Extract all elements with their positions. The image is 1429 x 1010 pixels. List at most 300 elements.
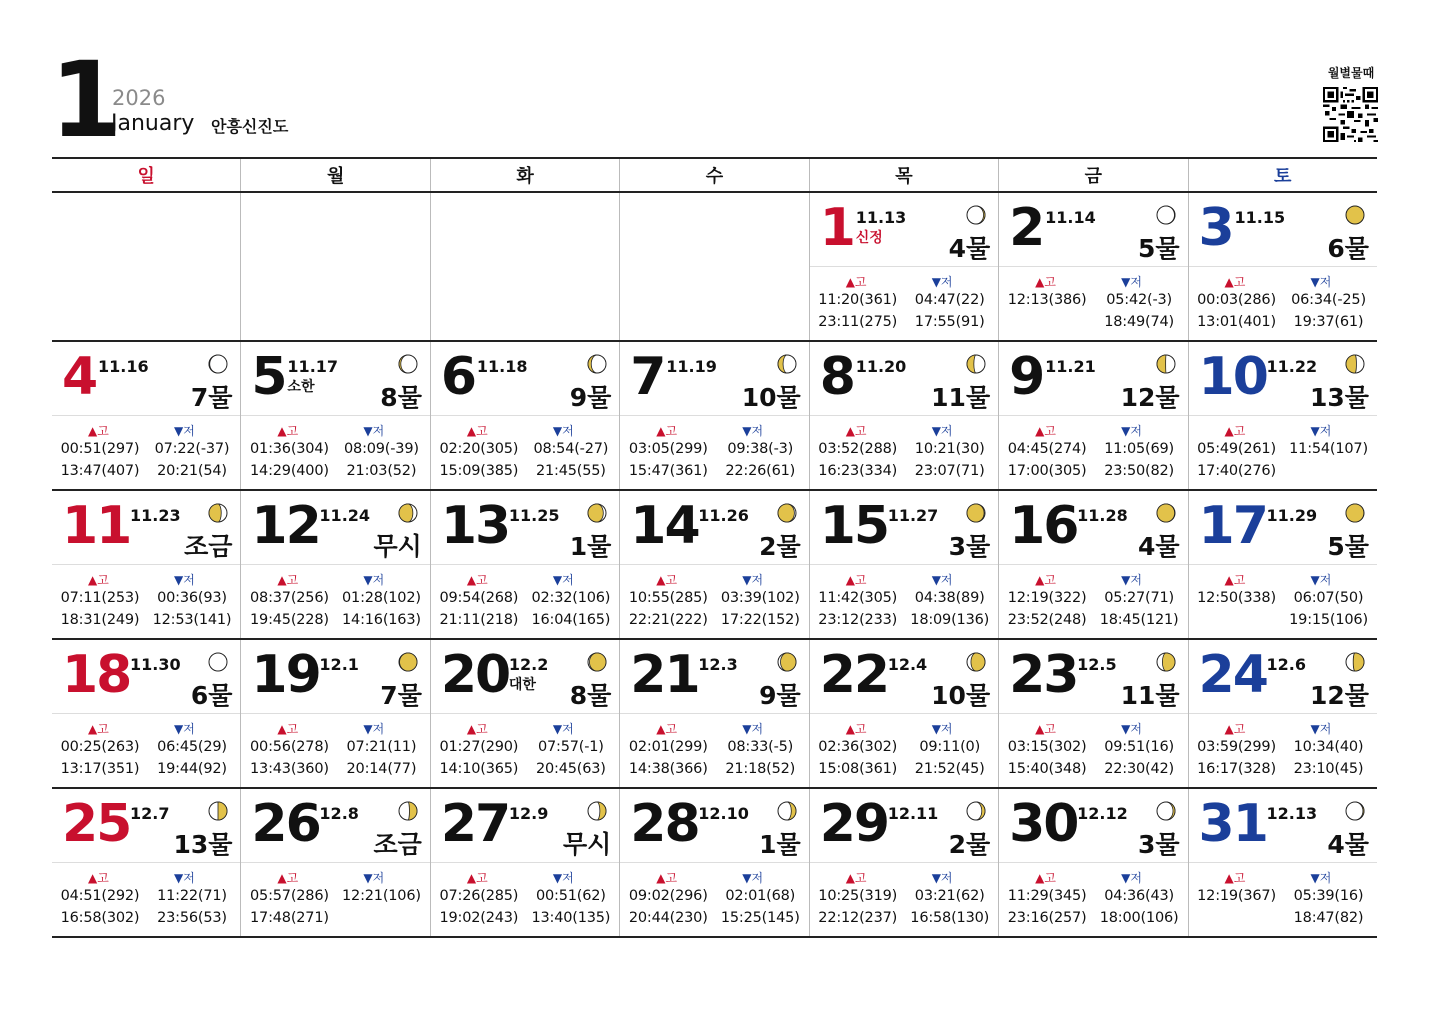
tide-day-label: 13물: [1310, 383, 1369, 412]
week-row: [52, 342, 1377, 491]
day-cell[interactable]: [1188, 342, 1377, 489]
day-number: 19: [251, 645, 320, 705]
moon-phase-icon: [966, 801, 986, 821]
low-tide-time: 00:36(93): [157, 590, 227, 606]
high-tide-label: ▲고: [466, 573, 488, 587]
high-tide-time: 14:38(366): [628, 761, 708, 777]
low-tide-time: 02:01(68): [725, 888, 796, 904]
high-tide-label: ▲고: [1035, 573, 1056, 587]
tide-day-label: 1물: [569, 532, 612, 561]
day-cell[interactable]: [619, 342, 808, 489]
high-tide-time: 22:21(222): [628, 612, 708, 628]
day-cell[interactable]: [809, 342, 998, 489]
lunar-date: 11.26: [698, 506, 749, 525]
low-tide-time: 21:18(52): [725, 761, 796, 777]
tide-day-label: 무시: [373, 532, 422, 561]
day-number: 3: [1198, 198, 1233, 258]
month-name: January: [111, 111, 195, 136]
low-tide-time: 05:27(71): [1104, 590, 1174, 606]
moon-phase-icon: [777, 652, 797, 672]
tide-day-label: 8물: [380, 383, 422, 412]
calendar-grid: [52, 157, 1377, 938]
tide-day-label: 12물: [1120, 383, 1180, 412]
lunar-date: 12.3: [698, 655, 738, 674]
low-tide-label: ▼저: [931, 871, 953, 885]
low-tide-time: 19:15(106): [1289, 612, 1368, 628]
moon-phase-icon: [777, 801, 797, 821]
lunar-date: 11.18: [476, 357, 528, 376]
low-tide-time: 20:45(63): [535, 761, 606, 777]
high-tide-time: 15:40(348): [1007, 761, 1087, 777]
lunar-date: 12.10: [698, 804, 749, 823]
low-tide-label: ▼저: [931, 424, 953, 438]
low-tide-time: 13:40(135): [531, 910, 611, 926]
tide-day-label: 1물: [759, 830, 801, 859]
high-tide-time: 15:08(361): [818, 761, 898, 777]
day-number: 22: [819, 645, 889, 705]
lunar-date: 11.24: [319, 506, 371, 525]
low-tide-time: 09:11(0): [919, 739, 981, 755]
moon-phase-icon: [208, 354, 228, 374]
empty-cell: [240, 193, 429, 340]
tide-day-label: 8물: [569, 681, 612, 710]
low-tide-time: 09:38(-3): [727, 441, 794, 457]
high-tide-time: 13:43(360): [250, 761, 329, 777]
tide-day-label: 6물: [190, 681, 233, 710]
low-tide-time: 06:34(-25): [1291, 292, 1366, 308]
high-tide-time: 02:20(305): [439, 441, 519, 457]
low-tide-time: 18:49(74): [1104, 314, 1174, 330]
high-tide-time: 09:02(296): [628, 888, 708, 904]
high-tide-label: ▲고: [277, 871, 299, 885]
high-tide-label: ▲고: [656, 722, 678, 736]
high-tide-label: ▲고: [88, 424, 109, 438]
day-number: 14: [630, 496, 699, 556]
tide-day-label: 5물: [1137, 234, 1180, 263]
high-tide-time: 00:25(263): [60, 739, 140, 755]
low-tide-label: ▼저: [363, 424, 385, 438]
day-number: 10: [1198, 347, 1267, 407]
low-tide-label: ▼저: [552, 722, 574, 736]
day-cell[interactable]: [240, 491, 429, 638]
tide-day-label: 12물: [1310, 681, 1369, 710]
high-tide-time: 12:19(367): [1197, 888, 1276, 904]
high-tide-time: 23:11(275): [818, 314, 898, 330]
moon-phase-icon: [966, 503, 986, 523]
low-tide-time: 18:09(136): [910, 612, 990, 628]
high-tide-time: 16:23(334): [818, 463, 898, 479]
high-tide-time: 01:27(290): [439, 739, 519, 755]
high-tide-label: ▲고: [845, 871, 867, 885]
high-tide-label: ▲고: [88, 722, 109, 736]
week-row: [52, 193, 1377, 342]
low-tide-time: 08:33(-5): [727, 739, 794, 755]
weekday-tuesday: 화: [430, 159, 619, 191]
high-tide-time: 23:52(248): [1007, 612, 1087, 628]
tide-day-label: 9물: [759, 681, 801, 710]
high-tide-time: 11:20(361): [818, 292, 898, 308]
low-tide-time: 05:39(16): [1293, 888, 1364, 904]
day-cell[interactable]: [619, 491, 808, 638]
day-number: 1: [819, 198, 854, 258]
day-cell[interactable]: [430, 491, 619, 638]
high-tide-time: 18:31(249): [60, 612, 140, 628]
moon-phase-icon: [398, 652, 418, 672]
low-tide-time: 06:45(29): [157, 739, 227, 755]
day-number: 2: [1009, 198, 1044, 258]
high-tide-time: 07:11(253): [60, 590, 140, 606]
high-tide-time: 21:11(218): [439, 612, 519, 628]
day-number: 4: [62, 347, 97, 407]
day-cell[interactable]: [809, 640, 998, 787]
solar-term-label: 대한: [508, 677, 536, 693]
moon-phase-icon: [1345, 354, 1365, 374]
low-tide-time: 00:51(62): [535, 888, 606, 904]
high-tide-time: 22:12(237): [818, 910, 898, 926]
day-number: 15: [819, 496, 889, 556]
moon-phase-icon: [1156, 652, 1176, 672]
tide-day-label: 4물: [1327, 830, 1369, 859]
low-tide-time: 04:36(43): [1104, 888, 1174, 904]
moon-phase-icon: [966, 354, 986, 374]
low-tide-time: 14:16(163): [342, 612, 421, 628]
high-tide-label: ▲고: [1035, 722, 1056, 736]
moon-phase-icon: [587, 652, 607, 672]
day-cell[interactable]: [998, 640, 1187, 787]
high-tide-time: 03:52(288): [818, 441, 898, 457]
weekday-sunday: 일: [137, 166, 155, 187]
lunar-date: 12.5: [1077, 655, 1117, 674]
lunar-date: 11.20: [855, 357, 907, 376]
high-tide-label: ▲고: [1224, 275, 1246, 289]
low-tide-label: ▼저: [1121, 871, 1142, 885]
high-tide-time: 05:57(286): [250, 888, 329, 904]
day-cell[interactable]: [1188, 789, 1377, 936]
weekday-header: [52, 157, 1377, 193]
low-tide-time: 18:00(106): [1099, 910, 1179, 926]
low-tide-time: 22:26(61): [725, 463, 796, 479]
low-tide-time: 12:53(141): [152, 612, 232, 628]
low-tide-time: 05:42(-3): [1106, 292, 1172, 308]
low-tide-label: ▼저: [1121, 424, 1142, 438]
day-cell[interactable]: [809, 789, 998, 936]
day-cell[interactable]: [809, 193, 998, 340]
day-cell[interactable]: [240, 640, 429, 787]
day-cell[interactable]: [52, 342, 240, 489]
low-tide-label: ▼저: [174, 424, 195, 438]
week-row: [52, 789, 1377, 938]
low-tide-time: 04:38(89): [914, 590, 985, 606]
tide-day-label: 13물: [173, 830, 233, 859]
low-tide-label: ▼저: [552, 424, 574, 438]
day-cell[interactable]: [52, 789, 240, 936]
high-tide-time: 23:12(233): [818, 612, 898, 628]
qr-code-icon[interactable]: [1323, 87, 1378, 142]
high-tide-time: 23:16(257): [1007, 910, 1087, 926]
high-tide-time: 00:56(278): [250, 739, 329, 755]
day-cell[interactable]: [1188, 491, 1377, 638]
moon-phase-icon: [777, 354, 797, 374]
day-number: 17: [1198, 496, 1267, 556]
low-tide-time: 08:54(-27): [533, 441, 609, 457]
moon-phase-icon: [1345, 801, 1365, 821]
low-tide-label: ▼저: [174, 573, 195, 587]
day-number: 30: [1009, 794, 1078, 854]
high-tide-time: 08:37(256): [250, 590, 329, 606]
lunar-date: 12.9: [508, 804, 549, 823]
tide-day-label: 4물: [1137, 532, 1180, 561]
day-cell[interactable]: [809, 491, 998, 638]
empty-cell: [52, 193, 240, 340]
day-number: 5: [251, 347, 286, 407]
moon-phase-icon: [208, 801, 228, 821]
low-tide-label: ▼저: [174, 722, 195, 736]
low-tide-label: ▼저: [1310, 871, 1332, 885]
high-tide-time: 04:45(274): [1007, 441, 1087, 457]
day-cell[interactable]: [52, 491, 240, 638]
low-tide-time: 16:58(130): [910, 910, 990, 926]
high-tide-label: ▲고: [1224, 871, 1246, 885]
low-tide-time: 21:45(55): [535, 463, 606, 479]
low-tide-time: 19:37(61): [1293, 314, 1364, 330]
empty-cell: [619, 193, 808, 340]
week-row: [52, 491, 1377, 640]
low-tide-time: 03:39(102): [720, 590, 800, 606]
low-tide-label: ▼저: [1310, 275, 1332, 289]
day-number: 23: [1009, 645, 1078, 705]
high-tide-time: 12:13(386): [1007, 292, 1087, 308]
low-tide-time: 23:56(53): [157, 910, 227, 926]
low-tide-label: ▼저: [552, 573, 574, 587]
low-tide-time: 23:07(71): [914, 463, 985, 479]
low-tide-label: ▼저: [931, 573, 953, 587]
day-cell[interactable]: [998, 342, 1187, 489]
moon-phase-icon: [1156, 354, 1176, 374]
lunar-date: 11.22: [1266, 357, 1318, 376]
low-tide-label: ▼저: [931, 722, 953, 736]
high-tide-time: 04:51(292): [60, 888, 140, 904]
moon-phase-icon: [587, 801, 607, 821]
tide-day-label: 6물: [1327, 234, 1369, 263]
lunar-date: 11.21: [1045, 357, 1096, 376]
low-tide-time: 22:30(42): [1104, 761, 1174, 777]
low-tide-label: ▼저: [931, 275, 953, 289]
lunar-date: 12.8: [319, 804, 359, 823]
location-label: 안흥신진도: [211, 117, 289, 136]
high-tide-label: ▲고: [845, 275, 867, 289]
high-tide-label: ▲고: [277, 424, 299, 438]
low-tide-time: 07:22(-37): [154, 441, 230, 457]
moon-phase-icon: [1345, 652, 1365, 672]
low-tide-time: 10:34(40): [1293, 739, 1364, 755]
tide-day-label: 2물: [759, 532, 801, 561]
low-tide-label: ▼저: [1310, 722, 1332, 736]
day-cell[interactable]: [52, 640, 240, 787]
high-tide-time: 16:58(302): [60, 910, 140, 926]
high-tide-label: ▲고: [1224, 722, 1246, 736]
tide-day-label: 4물: [948, 234, 991, 263]
tide-day-label: 7물: [190, 383, 233, 412]
low-tide-label: ▼저: [742, 871, 764, 885]
lunar-date: 12.12: [1077, 804, 1128, 823]
high-tide-label: ▲고: [656, 424, 678, 438]
qr-title: 월별물때: [1327, 66, 1375, 80]
lunar-date: 12.6: [1266, 655, 1307, 674]
high-tide-label: ▲고: [656, 871, 678, 885]
moon-phase-icon: [398, 801, 418, 821]
lunar-date: 11.19: [666, 357, 717, 376]
high-tide-time: 14:10(365): [439, 761, 519, 777]
high-tide-time: 13:01(401): [1197, 314, 1276, 330]
low-tide-time: 11:05(69): [1104, 441, 1174, 457]
high-tide-time: 03:15(302): [1007, 739, 1087, 755]
month-number: 1: [50, 39, 119, 161]
day-cell[interactable]: [430, 789, 619, 936]
high-tide-label: ▲고: [1035, 871, 1056, 885]
day-cell[interactable]: [430, 342, 619, 489]
lunar-date: 11.23: [130, 506, 181, 525]
high-tide-time: 15:47(361): [628, 463, 708, 479]
high-tide-label: ▲고: [277, 722, 299, 736]
day-cell[interactable]: [430, 640, 619, 787]
weekday-friday: 금: [998, 159, 1187, 191]
weekday-saturday: 토: [1188, 159, 1377, 191]
low-tide-label: ▼저: [1121, 573, 1142, 587]
low-tide-time: 21:03(52): [346, 463, 417, 479]
tide-day-label: 2물: [948, 830, 991, 859]
day-number: 24: [1198, 645, 1267, 705]
lunar-date: 11.29: [1266, 506, 1318, 525]
day-number: 6: [440, 347, 476, 407]
tide-day-label: 조금: [184, 532, 233, 561]
day-number: 7: [630, 347, 665, 407]
high-tide-time: 17:40(276): [1197, 463, 1276, 479]
lunar-date: 11.30: [130, 655, 181, 674]
moon-phase-icon: [208, 652, 228, 672]
lunar-date: 11.15: [1234, 208, 1286, 227]
low-tide-time: 07:21(11): [346, 739, 417, 755]
lunar-date: 11.25: [508, 506, 560, 525]
moon-phase-icon: [1156, 503, 1176, 523]
day-cell[interactable]: [998, 789, 1187, 936]
moon-phase-icon: [1156, 205, 1176, 225]
lunar-date: 11.17: [287, 357, 339, 376]
tide-day-label: 9물: [569, 383, 612, 412]
low-tide-label: ▼저: [742, 722, 764, 736]
high-tide-label: ▲고: [656, 573, 678, 587]
high-tide-time: 03:59(299): [1197, 739, 1276, 755]
year-label: 2026: [112, 86, 166, 110]
lunar-date: 11.27: [887, 506, 939, 525]
lunar-date: 11.13: [855, 208, 907, 227]
high-tide-time: 17:48(271): [250, 910, 329, 926]
low-tide-time: 15:25(145): [720, 910, 800, 926]
low-tide-label: ▼저: [363, 722, 385, 736]
lunar-date: 12.1: [319, 655, 359, 674]
lunar-date: 11.28: [1077, 506, 1128, 525]
high-tide-time: 19:02(243): [439, 910, 519, 926]
day-cell[interactable]: [240, 342, 429, 489]
day-cell[interactable]: [619, 789, 808, 936]
tide-day-label: 10물: [741, 383, 801, 412]
moon-phase-icon: [1345, 205, 1365, 225]
high-tide-time: 02:01(299): [628, 739, 708, 755]
low-tide-time: 03:21(62): [914, 888, 985, 904]
low-tide-label: ▼저: [174, 871, 195, 885]
high-tide-time: 17:00(305): [1007, 463, 1087, 479]
high-tide-time: 10:55(285): [628, 590, 708, 606]
high-tide-label: ▲고: [1224, 573, 1246, 587]
day-cell[interactable]: [619, 640, 808, 787]
weekday-wednesday: 수: [619, 159, 808, 191]
moon-phase-icon: [398, 503, 418, 523]
tide-day-label: 3물: [1137, 830, 1180, 859]
high-tide-time: 07:26(285): [439, 888, 519, 904]
day-number: 29: [819, 794, 889, 854]
tide-day-label: 5물: [1327, 532, 1369, 561]
high-tide-time: 12:19(322): [1007, 590, 1087, 606]
high-tide-time: 19:45(228): [250, 612, 329, 628]
tide-day-label: 7물: [380, 681, 422, 710]
moon-phase-icon: [587, 354, 607, 374]
low-tide-time: 09:51(16): [1104, 739, 1174, 755]
day-number: 26: [251, 794, 320, 854]
empty-cell: [430, 193, 619, 340]
moon-phase-icon: [966, 205, 986, 225]
lunar-date: 12.11: [887, 804, 939, 823]
lunar-date: 11.16: [98, 357, 149, 376]
tide-day-label: 3물: [948, 532, 991, 561]
low-tide-time: 08:09(-39): [344, 441, 419, 457]
high-tide-time: 13:47(407): [60, 463, 140, 479]
day-cell[interactable]: [998, 193, 1187, 340]
high-tide-time: 09:54(268): [439, 590, 519, 606]
day-cell[interactable]: [998, 491, 1187, 638]
high-tide-time: 10:25(319): [818, 888, 898, 904]
day-cell[interactable]: [1188, 193, 1377, 340]
low-tide-label: ▼저: [363, 871, 385, 885]
high-tide-label: ▲고: [1035, 424, 1056, 438]
lunar-date: 12.13: [1266, 804, 1318, 823]
day-number: 27: [440, 794, 510, 854]
high-tide-label: ▲고: [1035, 275, 1056, 289]
high-tide-time: 11:42(305): [818, 590, 898, 606]
day-number: 28: [630, 794, 699, 854]
low-tide-label: ▼저: [363, 573, 385, 587]
day-number: 12: [251, 496, 320, 556]
low-tide-time: 04:47(22): [914, 292, 985, 308]
day-number: 21: [630, 645, 699, 705]
day-cell[interactable]: [1188, 640, 1377, 787]
moon-phase-icon: [208, 503, 228, 523]
low-tide-time: 11:22(71): [157, 888, 227, 904]
high-tide-label: ▲고: [466, 722, 488, 736]
low-tide-time: 19:44(92): [157, 761, 227, 777]
low-tide-label: ▼저: [1310, 424, 1332, 438]
weekday-monday: 월: [240, 159, 429, 191]
day-number: 13: [440, 496, 510, 556]
low-tide-time: 02:32(106): [531, 590, 611, 606]
low-tide-label: ▼저: [552, 871, 574, 885]
day-cell[interactable]: [240, 789, 429, 936]
high-tide-time: 15:09(385): [439, 463, 519, 479]
high-tide-time: 01:36(304): [250, 441, 329, 457]
solar-term-label: 소한: [287, 379, 315, 395]
low-tide-label: ▼저: [742, 424, 764, 438]
low-tide-time: 18:47(82): [1293, 910, 1364, 926]
high-tide-time: 20:44(230): [628, 910, 708, 926]
moon-phase-icon: [587, 503, 607, 523]
